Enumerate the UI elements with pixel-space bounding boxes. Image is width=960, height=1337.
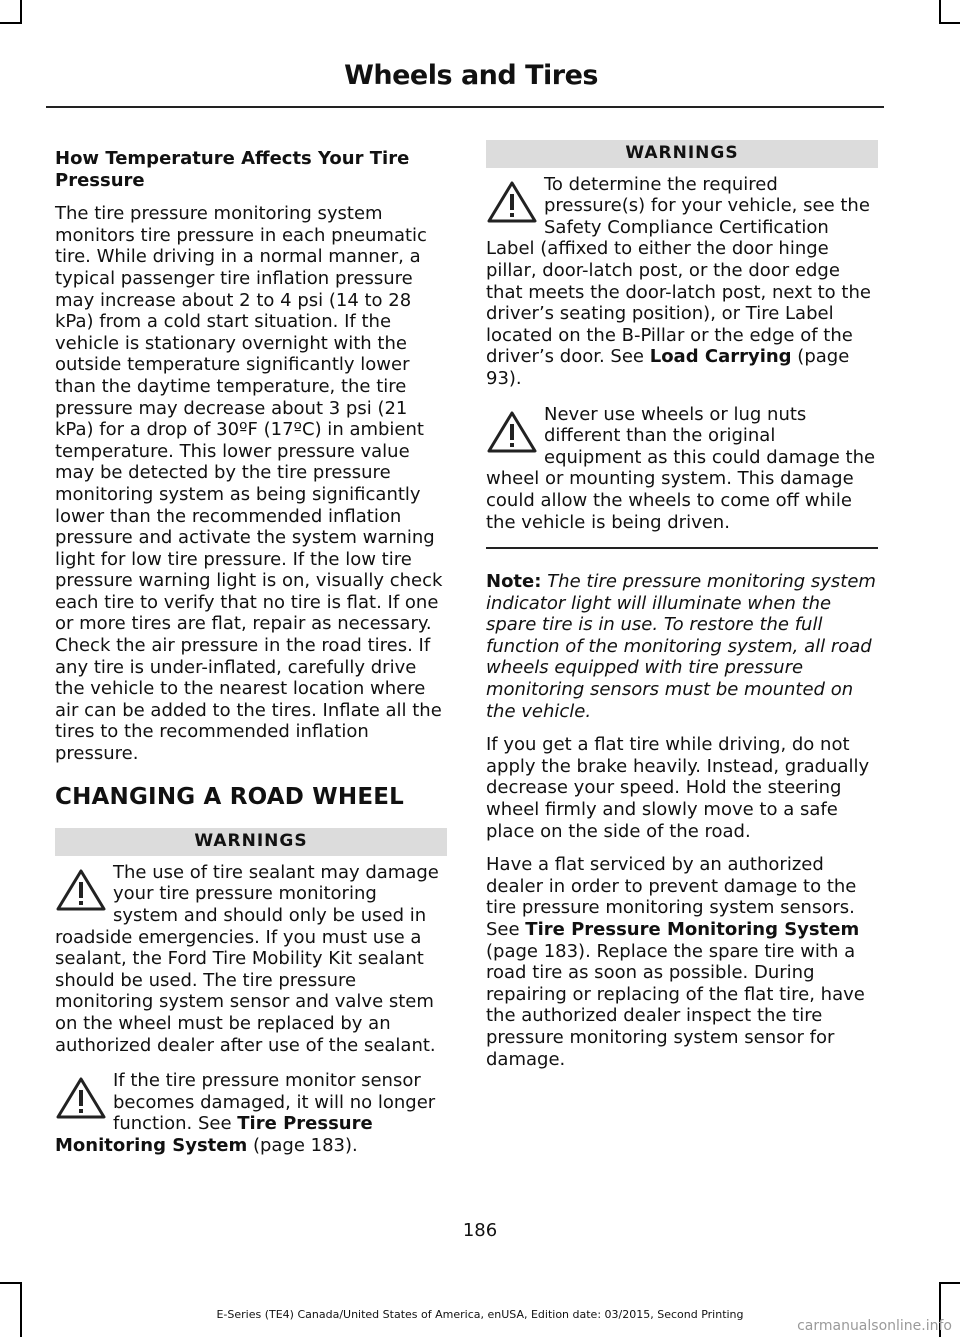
- header-rule: [46, 106, 884, 108]
- warning-item: [486, 174, 878, 390]
- page-header-title: Wheels and Tires: [344, 60, 598, 91]
- cross-reference-link[interactable]: Load Carrying: [649, 346, 792, 368]
- warnings-header: WARNINGS: [55, 828, 447, 856]
- body-paragraph: If you get a flat tire while driving, do not apply the brake heavily. Instead, gradually decrease your speed. Hold the steering wheel firmly and slowly move to a safe place on the side of the road.: [486, 734, 870, 842]
- warning-text: To determine the required pressure(s) for your vehicle, see the Safety Compliance Certification Label (affixed to either the door hinge pillar, door-latch post, or the door edge that meets the door-latch post, next to the driver’s seating position), or Tire Label located on the B-Pillar or the edge of the driver’s door. See: [486, 173, 871, 368]
- subheading: How Temperature Affects Your Tire Pressure: [55, 148, 410, 191]
- warnings-header: WARNINGS: [486, 140, 878, 168]
- watermark: carmanualsonline.info: [797, 1318, 952, 1334]
- warning-text: Never use wheels or lug nuts different than the original equipment as this could damage the wheel or mounting system. This damage could allow the wheels to come off while the vehicle is being driven.: [486, 403, 876, 533]
- page-number: 186: [462, 1220, 498, 1241]
- footer-text: E-Series (TE4) Canada/United States of America, enUSA, Edition date: 03/2015, Second Printing: [216, 1308, 744, 1321]
- warning-triangle-icon: [55, 868, 107, 912]
- cross-reference-link[interactable]: Tire Pressure Monitoring System: [55, 1113, 373, 1156]
- warning-text-suffix: (page 93).: [486, 346, 850, 389]
- crop-mark: [0, 1282, 22, 1284]
- crop-mark: [939, 0, 941, 24]
- cross-reference-link[interactable]: Tire Pressure Monitoring System: [525, 919, 860, 940]
- left-column: [55, 140, 447, 1171]
- note-paragraph: [486, 571, 878, 722]
- warning-triangle-icon: [486, 180, 538, 224]
- crop-mark: [0, 22, 22, 24]
- warning-text: The use of tire sealant may damage your tire pressure monitoring system and should only be used in roadside emergencies. If you must use a sealant, the Ford Tire Mobility Kit sealant should be used. The tire pressure monitoring system sensor and valve stem on the wheel must be replaced by an authorized dealer after use of the sealant.: [55, 861, 439, 1056]
- warning-triangle-icon: [55, 1076, 107, 1120]
- warning-item: [55, 1070, 447, 1156]
- warning-text-suffix: (page 183).: [247, 1134, 358, 1156]
- section-title: CHANGING A ROAD WHEEL: [55, 783, 404, 810]
- warning-item: [486, 404, 878, 534]
- warning-text: If the tire pressure monitor sensor becomes damaged, it will no longer function. See: [113, 1070, 436, 1135]
- crop-mark: [939, 22, 960, 24]
- warnings-end-rule: [486, 547, 878, 549]
- paragraph-text: Have a flat serviced by an authorized dealer in order to prevent damage to the tire pressure monitoring system sensors. See: [486, 854, 857, 940]
- note-body: The tire pressure monitoring system indicator light will illuminate when the spare tire is in use. To restore the full function of the monitoring system, all road wheels equipped with tire pressure monitoring sensors must be mounted on the vehicle.: [486, 571, 876, 722]
- body-paragraph: The tire pressure monitoring system monitors tire pressure in each pneumatic tire. While driving in a normal manner, a typical passenger tire inflation pressure may increase about 2 to 4 psi (14 to 28 kPa) from a cold start situation. If the vehicle is stationary overnight with the outside temperature significantly lower than the daytime temperature, the tire pressure may decrease about 3 psi (21 kPa) for a drop of 30ºF (17ºC) in ambient temperature. This lower pressure value may be detected by the tire pressure monitoring system as being significantly lower than the recommended inflation pressure and activate the system warning light for low tire pressure. If the low tire pressure warning light is on, visually check each tire to verify that no tire is flat. If one or more tires are flat, repair as necessary. Check the air pressure in the road tires. If any tire is under-inflated, carefully drive the vehicle to the nearest location where air can be added to the tires. Inflate all the tires to the recommended inflation pressure.: [55, 203, 443, 765]
- note-label: Note:: [486, 571, 542, 593]
- right-column: [486, 140, 878, 1082]
- paragraph-text-suffix: (page 183). Replace the spare tire with a road tire as soon as possible. During repairing or replacing of the flat tire, have the authorized dealer inspect the tire pressure monitoring system sensor for damage.: [486, 940, 865, 1070]
- body-paragraph: [486, 854, 878, 1070]
- warning-triangle-icon: [486, 410, 538, 454]
- warning-item: [55, 862, 447, 1056]
- crop-mark: [20, 0, 22, 24]
- crop-mark: [939, 1282, 960, 1284]
